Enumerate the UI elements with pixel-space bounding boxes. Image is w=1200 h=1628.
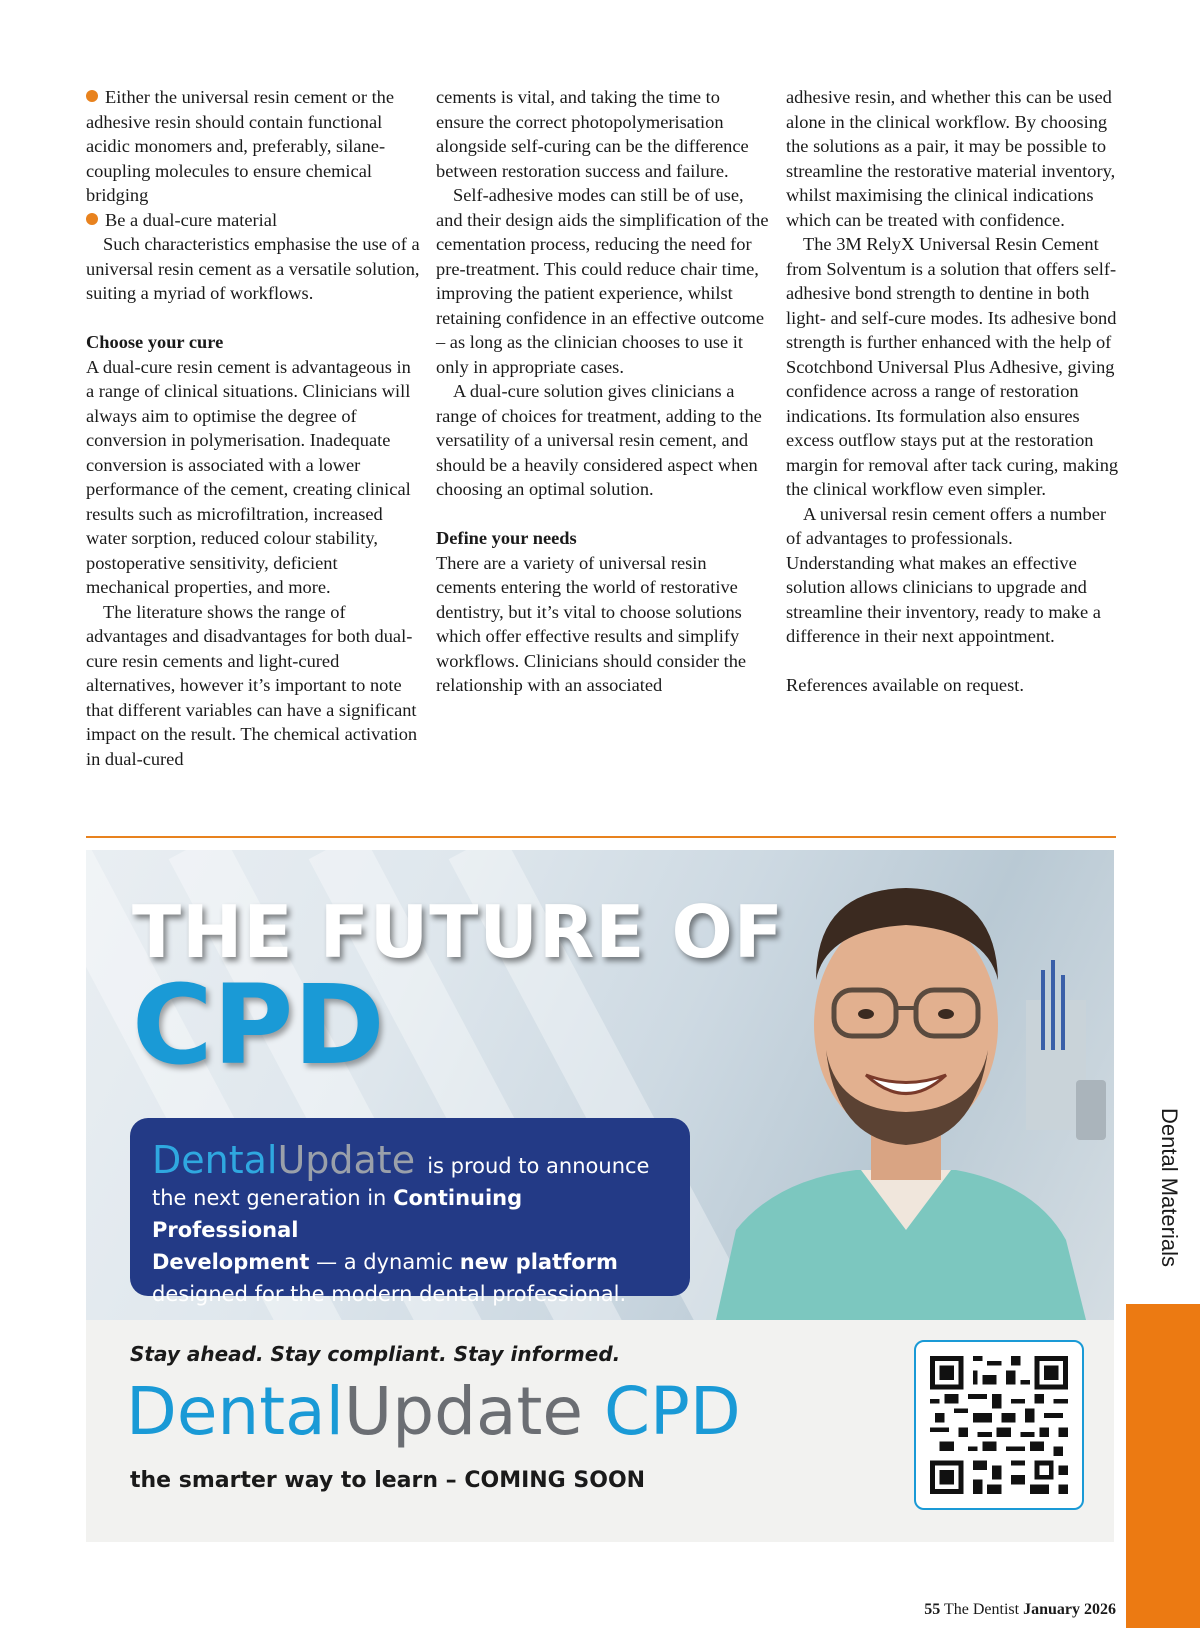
article-column-1 [86, 85, 421, 771]
announcement-line: the next generation in Continuing Professional [152, 1186, 523, 1242]
ad-subline: the smarter way to learn – COMING SOON [130, 1468, 646, 1493]
dental-update-cpd-logo: DentalUpdate CPD [126, 1373, 741, 1450]
paragraph: adhesive resin, and whether this can be used alone in the clinical workflow. By choosing the solutions as a pair, it may be possible to streamline the restorative material inventory, whilst maximising the clinical indications which can be treated with confidence. [786, 87, 1116, 230]
paragraph: A dual-cure solution gives clinicians a range of choices for treatment, adding to the versatility of a universal resin cement, and should be a heavily considered aspect when choosing an optimal solution. [436, 381, 762, 499]
issue-date: January 2026 [1023, 1601, 1116, 1618]
announcement-line: designed for the modern dental professional. [152, 1282, 627, 1306]
bullet-text: Be a dual-cure material [105, 209, 278, 230]
paragraph: Such characteristics emphasise the use of a universal resin cement as a versatile solution, suiting a myriad of workflows. [86, 234, 420, 303]
article-column-3 [786, 85, 1121, 698]
article-body [86, 85, 1119, 827]
announcement-box [130, 1118, 690, 1306]
paragraph: There are a variety of universal resin cements entering the world of restorative dentistry, but it’s vital to choose solutions which offer effective results and simplify workflows. Clinicians should consider the relationship with an associated [436, 552, 747, 695]
section-side-label: Dental Materials [1157, 1108, 1182, 1267]
page-footer [924, 1601, 1116, 1619]
paragraph: cements is vital, and taking the time to ensure the correct photopolymerisation alongside self-curing can be the difference between restoration success and failure. [436, 87, 749, 181]
announcement-line: Development — a dynamic new platform [152, 1250, 618, 1274]
qr-code-icon [930, 1356, 1068, 1494]
paragraph: A universal resin cement offers a number of advantages to professionals. Understanding what makes an effective solution allows clinicians to upgrade and streamline their inventory, ready to make a difference in their next appointment. [786, 503, 1107, 646]
subheading-choose-your-cure: Choose your cure [86, 332, 224, 352]
ad-headline-future-of: THE FUTURE OF [132, 890, 784, 974]
publication-name: The Dentist [944, 1601, 1020, 1618]
article-column-2 [436, 85, 771, 698]
bullet-dot-icon [86, 213, 98, 225]
paragraph: The literature shows the range of advantages and disadvantages for both dual-cure resin cements and light-cured alternatives, however it’s important to note that different variables can have a significant impact on the result. The chemical activation in dual-cured [86, 601, 418, 769]
subheading-define-your-needs: Define your needs [436, 528, 577, 548]
bullet-dot-icon [86, 90, 98, 102]
bullet-item [86, 85, 421, 208]
paragraph: The 3M RelyX Universal Resin Cement from Solventum is a solution that offers self-adhesive bond strength to dentine in both light- and self-cure modes. Its adhesive bond strength is further enhanced with the help of Scotchbond Universal Plus Adhesive, giving confidence across a range of restoration indications. Its formulation also ensures excess outflow stays put at the restoration margin for removal after tack curing, making the clinical workflow even simpler. [786, 234, 1119, 499]
ad-headline-cpd: CPD [132, 961, 385, 1089]
ad-photo-background [86, 850, 1114, 1320]
bullet-text: Either the universal resin cement or the adhesive resin should contain functional acidic monomers and, preferably, silane-coupling molecules to ensure chemical bridging [86, 87, 395, 205]
page-number: 55 [924, 1601, 941, 1618]
ad-tagline: Stay ahead. Stay compliant. Stay informed. [130, 1342, 621, 1366]
references-note: References available on request. [786, 675, 1024, 695]
dental-update-brand: DentalUpdate is proud to announce [152, 1138, 650, 1182]
qr-code-frame[interactable] [914, 1340, 1084, 1510]
paragraph: A dual-cure resin cement is advantageous in a range of clinical situations. Clinicians will always aim to optimise the degree of conversion in polymerisation. Inadequate conversion is associated with a lower performance of the cement, creating clinical results such as microfiltration, increased water sorption, reduced colour stability, postoperative sensitivity, deficient mechanical properties, and more. [86, 356, 411, 597]
bullet-item [86, 208, 421, 233]
cpd-advertisement [86, 850, 1114, 1542]
section-divider [86, 836, 1116, 838]
section-side-tab [1126, 1304, 1200, 1628]
paragraph: Self-adhesive modes can still be of use, and their design aids the simplification of the cementation process, reducing the need for pre-treatment. This could reduce chair time, improving the patient experience, whilst retaining confidence in an effective outcome – as long as the clinician chooses to use it only in appropriate cases. [436, 185, 769, 377]
